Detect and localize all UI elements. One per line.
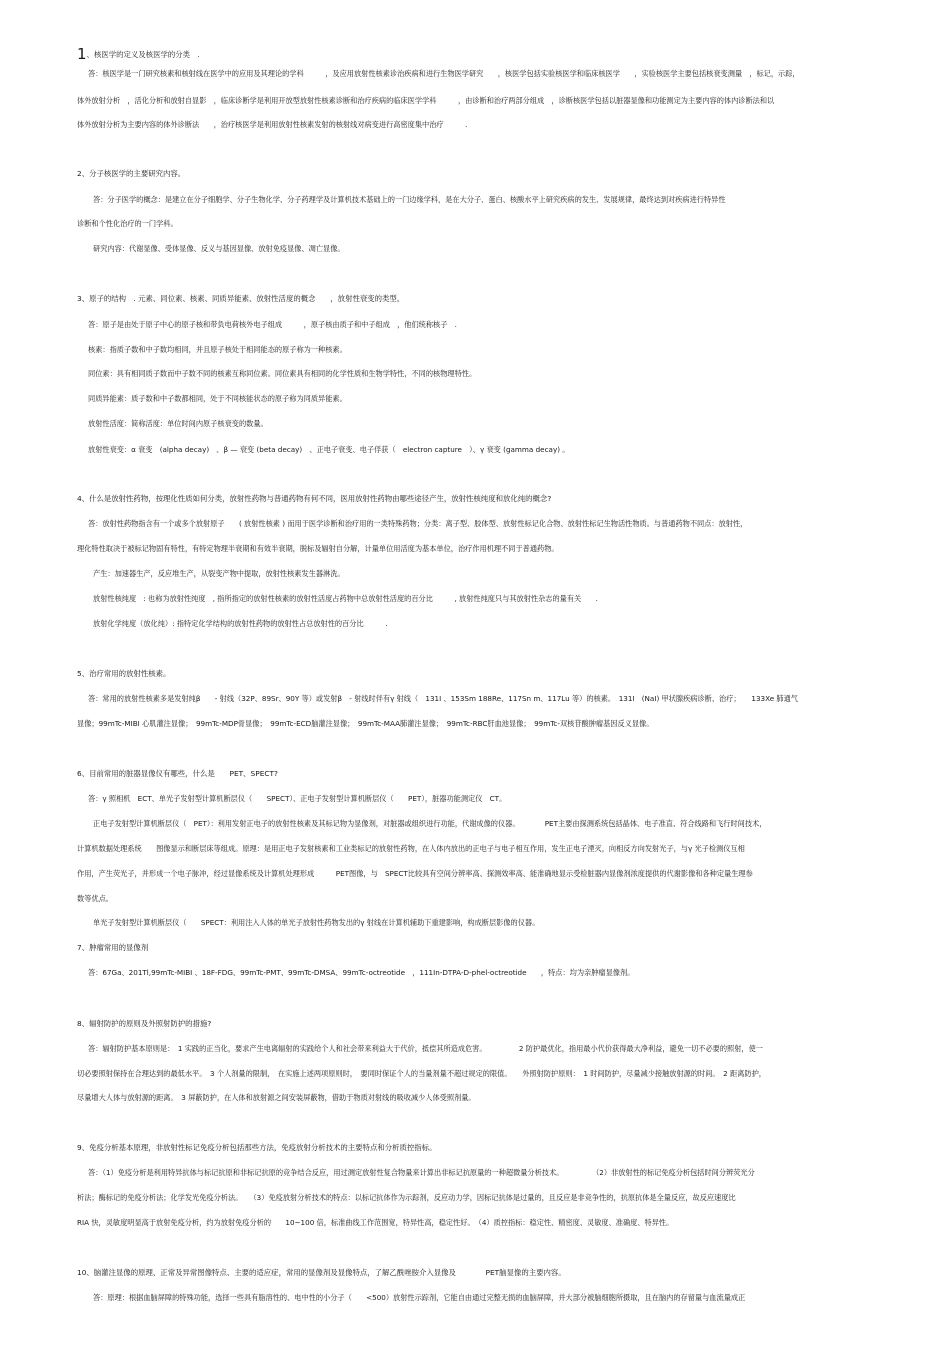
q8-line: 答：辐射防护基本原则是： 1 实践的正当化，要求产生电离辐射的实践给个人和社会带来利益大于代价，抵偿其所造成危害。 2 防护最优化，指用最小代价获得最大净利益，避免一切不必要的照射，使一 bbox=[88, 1044, 763, 1053]
q8-title: 8、辐射防护的原则及外照射防护的措施? bbox=[77, 1019, 212, 1028]
q4-line: 产生：加速器生产，反应堆生产，从裂变产物中提取，放射性核素发生器淋洗。 bbox=[93, 569, 345, 578]
q8-line: 切必要照射保持在合理达到的最低水平。 3 个人剂量的限制， 在实施上述两项原则时， 要同时保证个人的当量剂量不超过规定的限值。 外照射防护原则： 1 时间防护，尽量减少接触放射源的时间。 2 距离防护， bbox=[77, 1069, 766, 1078]
q9-line: 答：（1）免疫分析是利用特异抗体与标记抗原和非标记抗原的竞争结合反应，用过测定放射性复合物量来计算出非标记抗原量的一种超微量分析技术。 （2）非放射性的标记免疫分析包括时间分辨荧光分 bbox=[88, 1168, 755, 1177]
q1-line: 体外放射分析 ，活化分析和放射自显影 ，临床诊断学是利用开放型放射性核素诊断和治疗疾病的临床医学学科 ，由诊断和治疗两部分组成 ，诊断核医学包括以脏器显像和功能测定为主要内容的体内诊断法和以 bbox=[77, 96, 775, 105]
q3-line: 答：原子是由处于原子中心的原子核和带负电荷核外电子组成 ，原子核由质子和中子组成 ，他们统称核子 . bbox=[88, 320, 457, 329]
q6-line: 答：γ 照相机 ECT、单光子发射型计算机断层仪（ SPECT）、正电子发射型计算机断层仪（ PET），脏器功能测定仪 CT。 bbox=[88, 794, 507, 803]
q6-line: 数等优点。 bbox=[77, 894, 113, 903]
q5-line: 答：常用的放射性核素多是发射纯β - 射线（32P、89Sr、90Y 等）或发射β - 射线时伴有γ 射线（ 131I 、153Sm 188Re、117Sn m、117Lu 等）的核素。 131I (NaI) 甲状腺疾病诊断、治疗； 133Xe 肺通气 bbox=[88, 694, 798, 703]
q3-line: 同位素：具有相同质子数而中子数不同的核素互称同位素。同位素具有相同的化学性质和生物学特性，不同的核物理特性。 bbox=[88, 369, 477, 378]
q6-line: 计算机数据处理系统 图像显示和断层床等组成。原理：是用正电子发射核素和工业类标记的放射性药物，在人体内放出的正电子与电子相互作用，发生正电子湮灭，向相反方向发射光子，与γ 光子检测仪互相 bbox=[77, 844, 745, 853]
q5-line: 显像；99mTc-MIBI 心肌灌注显像； 99mTc-MDP骨显像； 99mTc-ECD脑灌注显像； 99mTc-MAA肺灌注显像； 99mTc-RBC肝血池显像； 99mTc-双核苷酸肿瘤基因反义显像。 bbox=[77, 719, 654, 728]
q3-line: 放射性衰变：α 衰变 (alpha decay) 、β — 衰变 (beta decay) 、正电子衰变、电子俘获（ electron capture ）、γ 衰变 (gamma decay) 。 bbox=[88, 445, 570, 454]
q1-line: 体外放射分析为主要内容的体外诊断法 ，治疗核医学是利用放射性核素发射的核射线对病变进行高密度集中治疗 . bbox=[77, 120, 468, 129]
q10-title: 10、脑灌注显像的原理、正常及异常图像特点、主要的适应症，常用的显像剂及显像特点，了解乙酰唑胺介入显像及 PET脑显像的主要内容。 bbox=[77, 1268, 566, 1277]
q5-title: 5、治疗常用的放射性核素。 bbox=[77, 669, 171, 678]
q7-line: 答：67Ga、201Tl,99mTc-MIBI 、18F-FDG、99mTc-PMT、99mTc-DMSA、99mTc-octreotide ，111In-DTPA-D-phel-octreotide ，特点：均为亲肿瘤显像剂。 bbox=[88, 968, 635, 977]
q6-line: 单光子发射型计算机断层仪（ SPECT：利用注入人体的单光子放射性药物发出的γ 射线在计算机辅助下重建影响，构成断层影像的仪器。 bbox=[93, 918, 540, 927]
q3-line: 同质异能素：质子数和中子数都相同，处于不同核能状态的原子称为同质异能素。 bbox=[88, 394, 347, 403]
q4-line: 放射化学纯度（放化纯）: 指特定化学结构的放射性药物的放射性占总放射性的百分比 . bbox=[93, 619, 388, 628]
q1-title: 、核医学的定义及核医学的分类 . bbox=[86, 50, 200, 59]
q1-heading bbox=[77, 46, 200, 62]
q4-line: 放射性核纯度 : 也称为放射性纯度 , 指所指定的放射性核素的放射性活度占药物中总放射性活度的百分比 , 放射性纯度只与其放射性杂志的量有关 . bbox=[93, 594, 598, 603]
q2-title: 2、分子核医学的主要研究内容。 bbox=[77, 169, 186, 178]
q9-line: RIA 快，灵敏度明显高于放射免疫分析，约为放射免疫分析的 10~100 倍，标准曲线工作范围宽，特异性高，稳定性好。 （4）质控指标：稳定性、精密度、灵敏度、准确度、特异性。 bbox=[77, 1218, 674, 1227]
q2-line: 答：分子医学的概念：是建立在分子细胞学、分子生物化学、分子药理学及计算机技术基础上的一门边缘学科，是在大分子、蛋白、核酸水平上研究疾病的发生、发展规律，最终达到对疾病进行特异性 bbox=[93, 195, 726, 204]
q4-line: 答：放射性药物指含有一个或多个放射原子 ( 放射性核素 ) 而用于医学诊断和治疗用的一类特殊药物；分类：离子型、胶体型、放射性标记化合物、放射性标记生物活性物质。与普通药物不同点：放射性， bbox=[88, 519, 748, 528]
q1-number: 1 bbox=[77, 45, 87, 63]
q10-line: 答：原理：根据血脑屏障的特殊功能，选择一些具有脂溶性的、电中性的小分子（ <500）放射性示踪剂，它能自由通过完整无损的血脑屏障，并大部分被脑细胞所摄取，且在脑内的存留量与血流量成正 bbox=[93, 1293, 746, 1302]
q9-line: 析法；酶标记的免疫分析法；化学发光免疫分析法。 （3）免疫放射分析技术的特点：以标记抗体作为示踪剂，反应动力学，因标记抗体是过量的，且反应是非竞争性的，抗原抗体是全量反应，故反应速度比 bbox=[77, 1193, 736, 1202]
q1-line: 答：核医学是一门研究核素和核射线在医学中的应用及其理论的学科 ，及应用放射性核素诊治疾病和进行生物医学研究 ，核医学包括实验核医学和临床核医学 ，实验核医学主要包括核衰变测量 ，标记，示踪， bbox=[88, 69, 800, 78]
q2-line: 诊断和个性化治疗的一门学科。 bbox=[77, 219, 178, 228]
q4-line: 理化特性取决于被标记物固有特性，有特定物理半衰期和有效半衰期，脱标及辐射自分解，计量单位用活度为基本单位，治疗作用机理不同于普通药物。 bbox=[77, 544, 559, 553]
q7-title: 7、肿瘤常用的显像剂 bbox=[77, 943, 149, 952]
q2-line: 研究内容：代谢显像、受体显像、反义与基因显像、放射免疫显像、凋亡显像。 bbox=[93, 244, 345, 253]
q3-line: 放射性活度：简称活度：单位时间内原子核衰变的数量。 bbox=[88, 419, 268, 428]
q3-title: 3、原子的结构 . 元素、同位素、核素、同质异能素、放射性活度的概念 ，放射性衰变的类型。 bbox=[77, 294, 405, 303]
q6-line: 正电子发射型计算机断层仪（ PET）：利用发射正电子的放射性核素及其标记物为显像剂，对脏器或组织进行功能，代谢成像的仪器。 PET主要由探测系统包括晶体、电子准直、符合线路和飞行时间技术， bbox=[93, 819, 767, 828]
q4-title: 4、什么是放射性药物，按理化性质如何分类，放射性药物与普通药物有何不同，医用放射性药物由哪些途径产生，放射性核纯度和放化纯的概念? bbox=[77, 494, 552, 503]
q6-title: 6、目前常用的脏器显像仪有哪些，什么是 PET、SPECT? bbox=[77, 769, 278, 778]
q8-line: 尽量增大人体与放射源的距离。 3 屏蔽防护，在人体和放射源之间安装屏蔽物，借助于物质对射线的吸收减少人体受照剂量。 bbox=[77, 1093, 476, 1102]
q3-line: 核素：指质子数和中子数均相同，并且原子核处于相同能态的原子称为一种核素。 bbox=[88, 345, 347, 354]
q9-title: 9、免疫分析基本原理，非放射性标记免疫分析包括那些方法，免疫放射分析技术的主要特点和分析质控指标。 bbox=[77, 1143, 437, 1152]
q6-line: 作用，产生荧光子，并形成一个电子脉冲，经过显像系统及计算机处理形成 PET图像，与 SPECT比较具有空间分辨率高、探测效率高、能准确地显示受检脏器内显像剂浓度提供的代谢影像和各种定量生理参 bbox=[77, 869, 753, 878]
